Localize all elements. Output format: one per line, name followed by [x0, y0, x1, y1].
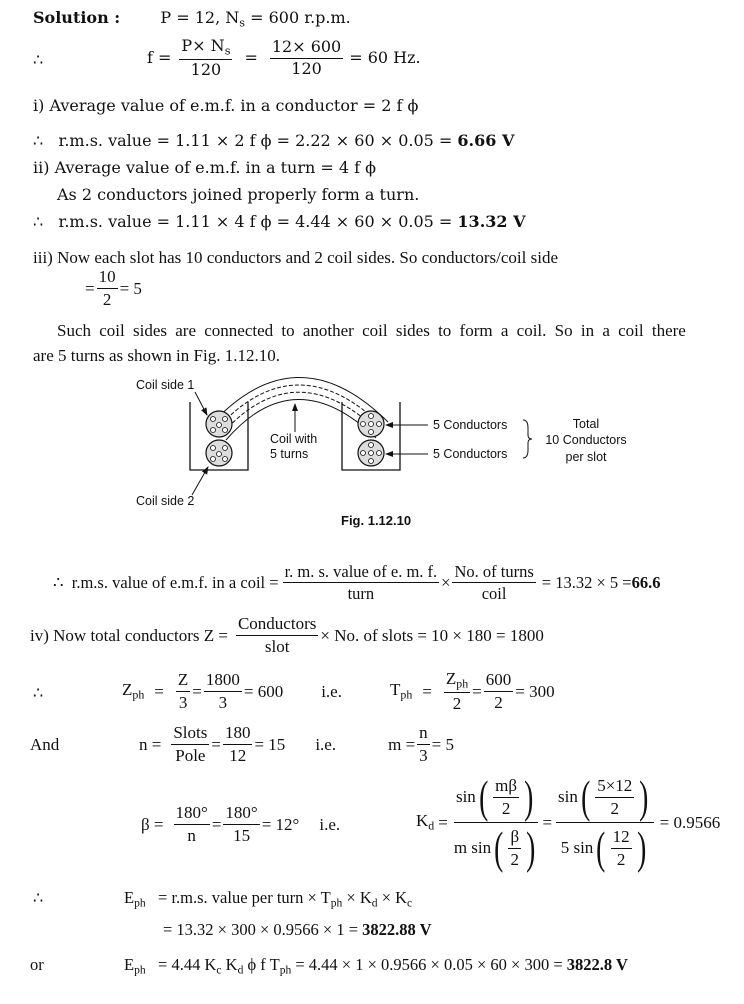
part4-equation: iv) Now total conductors Z = $\frac{\text{Conductors}}{\text{slot}}$ × No. of slots = 10 × 180 = 1800 — [30, 614, 544, 656]
eph-result-1: 3822.88 V — [362, 920, 432, 939]
label-coil-with: Coil with — [270, 432, 318, 446]
kd-equation: $K_d$ = sin ( $\frac{m\beta}{2}$ ) m sin ( $\frac{\beta}{2}$ ) = sin ( $\frac{5\times 12}{2}$ ) 5 sin ( $\frac{12}{2}$ ) = 0.9566 — [416, 771, 721, 873]
coil-emf-equation: ∴ r.m.s. value of e.m.f. in a coil = $\frac{\text{r. m. s. value of e. m. f.}}{\text{turn}}$ × $\frac{\text{No. of turns}}{\text{coil}}$ = 13.32 × 5 = 66.6 — [53, 562, 661, 604]
n-equation: n = $\frac{\text{Slots}}{\text{Pole}}$ = $\frac{180}{12}$ = 15 i.e. m = $\frac{n}{3}$ = 5 — [139, 723, 454, 765]
zph-equation: $Z_{ph}$ = $\frac{Z}{3}$ = $\frac{1800}{3}$ = 600 i.e. $T_{ph}$ = $\frac{Z_{ph}}{2}$ = $\frac{600}{2}$ = 300 — [122, 669, 555, 714]
given-values: P = 12, $N_s = 600$ r.p.m. — [160, 8, 351, 30]
coil-side-1-bundle — [206, 411, 232, 437]
eph-line-3: $E_{ph}$ = 4.44 $K_c$ $K_d$ ϕ f $T_{ph} = 4.44 \times 1 \times 0.9566 \times 0.05 \times 60 \times 300 = 3822.8$ V — [124, 955, 628, 977]
right-top-bundle — [358, 411, 384, 437]
figure-caption: Fig. 1.12.10 — [341, 513, 412, 528]
zph-therefore: ∴ — [33, 683, 44, 702]
part2-note: As 2 conductors joined properly form a turn. — [57, 185, 420, 204]
frequency-equation: f = $\frac{P\times N_s}{120}$ = $\frac{12\times 600}{120}$ = 60 Hz. — [147, 36, 421, 80]
n-and-label: And — [30, 735, 60, 754]
arrow-coil-side-1 — [195, 392, 207, 415]
brace — [523, 420, 532, 458]
part3-paragraph-2: are 5 turns as shown in Fig. 1.12.10. — [33, 346, 280, 365]
label-conductors-top: 5 Conductors — [433, 418, 508, 432]
eph-result-2: 3822.8 V — [566, 955, 628, 974]
part1-average-emf: i) Average value of e.m.f. in a conductor = 2 f ϕ — [33, 96, 419, 115]
part1-rms-line: ∴ r.m.s. value = 1.11 × 2 f ϕ = 2.22 × 60 × 0.05 = 6.66 V — [33, 131, 515, 150]
therefore-symbol: ∴ — [33, 50, 44, 69]
part2-average-emf: ii) Average value of e.m.f. in a turn = 4 f ϕ — [33, 158, 377, 177]
part2-rms-line: ∴ r.m.s. value = 1.11 × 4 f ϕ = 4.44 × 60 × 0.05 = 13.32 V — [33, 212, 526, 231]
part3-fraction: = $\frac{10}{2}$ = 5 — [85, 267, 142, 309]
right-bottom-bundle — [358, 440, 384, 466]
solution-label: Solution : — [33, 8, 121, 27]
label-total: Total 10 Conductors per slot — [545, 417, 627, 464]
eph-line-2: = 13.32 × 300 × 0.9566 × 1 = 3822.88 V — [163, 920, 432, 939]
part1-result: 6.66 V — [457, 131, 515, 150]
coil-dashed-arc-2 — [220, 392, 380, 436]
label-coil-side-2: Coil side 2 — [136, 494, 195, 508]
label-five-turns: 5 turns — [270, 447, 309, 461]
arrow-coil-side-2 — [192, 467, 208, 495]
eph-line-1: $E_{ph}$ = r.m.s. value per turn × $T_{ph} \times K_d \times K_c$ — [124, 888, 413, 910]
label-coil-side-1: Coil side 1 — [136, 378, 195, 392]
solution-given-line — [33, 10, 351, 29]
eph-therefore: ∴ — [33, 888, 44, 907]
coil-emf-result: 66.6 — [631, 572, 661, 592]
coil-side-2-bundle — [206, 440, 232, 466]
beta-equation: β = $\frac{180^\circ}{n}$ = $\frac{180^\circ}{15}$ = 12° i.e. — [141, 803, 341, 845]
part3-paragraph-1: Such coil sides are connected to another coil sides to form a coil. So in a coil there — [57, 321, 686, 340]
eph-or: or — [30, 955, 44, 974]
part2-result: 13.32 V — [457, 212, 526, 231]
part3-line: iii) Now each slot has 10 conductors and 2 coil sides. So conductors/coil side — [33, 248, 559, 267]
label-conductors-bottom: 5 Conductors — [433, 447, 508, 461]
